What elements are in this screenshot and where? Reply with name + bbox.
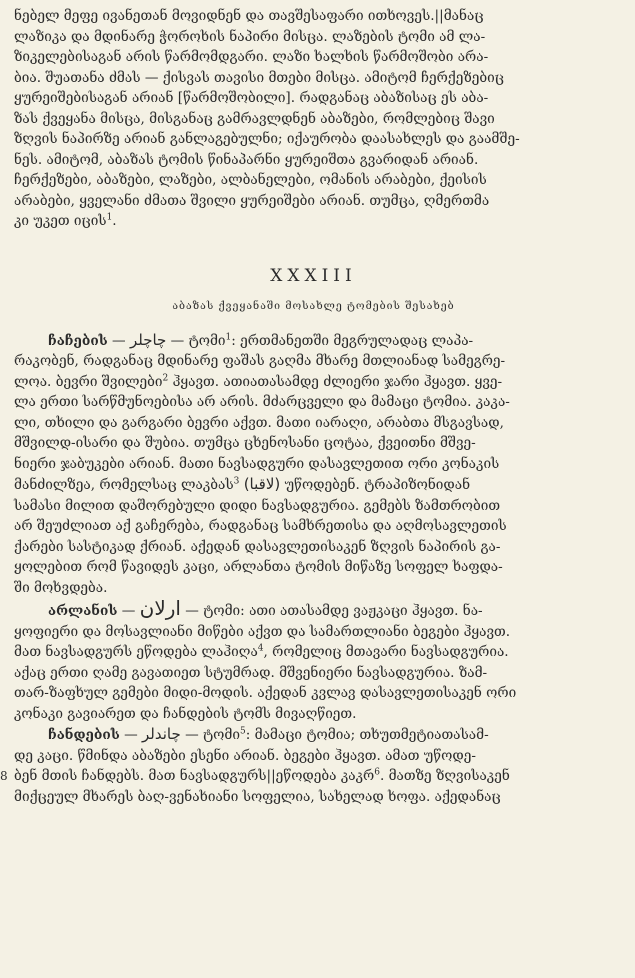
text-fragment: კი უკეთ იცის <box>14 213 107 229</box>
text-line: მშვილდ-ისარი და შუბია. თუმცა ცხენოსანი ცოტაა, ქვეითნი მშვე- <box>14 435 476 451</box>
text-line: ნეს. ამიტომ, აბაზას ტომის წინაპარნი ყურეიშთა გვარიდან არიან. <box>14 151 479 168</box>
text-line: ქარები სასტიკად ქრიან. აქედან დასავლეთისაკენ ზღვის ნაპირის გა- <box>14 538 501 555</box>
text-fragment: . მათზე ზღვისაკენ <box>379 768 510 784</box>
footnote-marker: 3 <box>233 476 240 487</box>
tribe-name: ჩანდების <box>48 727 120 743</box>
top-paragraph <box>14 6 613 232</box>
text-line: არაბები, ყველანი ძმათა შვილი ყურეიშები არიან. თუმცა, ღმერთმა <box>14 192 490 209</box>
text-line: მიქცეულ მხარეს ბაღ-ვენახიანი სოფელია, სახელად ხოფა. აქედანაც <box>14 788 501 805</box>
text-fragment: : მამაცი ტომია; თხუთმეტიათასამ- <box>245 727 489 743</box>
text-fragment: : ერთმანეთში მეგრულადაც ლაპა- <box>231 332 474 349</box>
text-line: ყურეიშებისაგან არიან [წარმოშობილი]. რადგანაც აბაზისაც ეს აბა- <box>14 90 489 106</box>
text-line: ჩერქეზები, აბაზები, ლაზები, ალბანელები, ომანის არაბები, ქეისის <box>14 172 487 188</box>
text-fragment: მათ ნავსადგურს ეწოდება ლაჰიღა <box>14 644 258 660</box>
text-line <box>14 211 613 232</box>
text-line: ზას ქვეყანა მისცა, მისგანაც გამრავლდნენ აბაზები, რომლებიც შავი <box>14 110 495 127</box>
margin-page-number: 8 <box>0 769 8 783</box>
arabic-name: چاچلر <box>129 330 167 349</box>
footnote-marker: 1 <box>225 331 232 342</box>
text-line: არ შეუძლიათ აქ გაჩერება, რადგანაც სამხრეთისა და აღმოსავლეთის <box>14 518 507 534</box>
text-line: დე კაცი. წმინდა აბაზები ესენი არიან. ბეგები ჰყავთ. ამათ უწოდე- <box>14 747 476 764</box>
text-fragment: ბენ მთის ჩანდებს. მათ ნავსადგურს||ეწოდება კაკრ <box>14 768 375 784</box>
arabic-name: چاندلر <box>142 725 181 743</box>
text-line <box>14 642 613 663</box>
section-chach <box>14 330 613 599</box>
text-line <box>14 372 613 393</box>
text-fragment: ლოა. ბევრი შვილები <box>14 373 163 390</box>
footnote-marker: 1 <box>106 212 113 223</box>
dash: — <box>107 332 130 349</box>
text-line: სამასი მილით დაშორებული დიდი ნავსადგურია. გემებს ზამთრობით <box>14 497 501 514</box>
text-line: ლაზიკა და მდინარე ჭოროხის ნაპირი მისცა. ლაზების ტომი ამ ლა- <box>14 28 486 45</box>
text-line: ბია. შუათანა ძმას — ქისვას თავისი მთები მისცა. ამიტომ ჩერქეზებიც <box>14 69 504 86</box>
text-fragment: მანძილზეა, რომელსაც ლაკბას <box>14 477 234 493</box>
text-line: ლი, თხილი და გარგარი ბევრი აქვთ. მათი იარაღი, არაბთა მსგავსად, <box>14 414 504 431</box>
tribe-name: არლანის <box>48 603 118 619</box>
text-line: აქაც ერთი ღამე გავათიეთ სტუმრად. მშვენიერი ნავსადგურია. ზამ- <box>14 664 488 681</box>
text-fragment: . <box>112 213 117 229</box>
arabic-name: (لاقبا) <box>243 475 281 493</box>
text-line: რაკობენ, რადგანაც მდინარე ფაშას გაღმა მხარე მთლიანად სამეგრე- <box>14 353 506 369</box>
tribe-word: ტომი <box>203 727 240 743</box>
tribe-word: ტომი <box>188 332 226 349</box>
tribe-word: ტომი <box>203 603 241 619</box>
text-line: ში მოხვდება. <box>14 579 108 596</box>
footnote-marker: 4 <box>257 643 264 654</box>
text-line: ყოლებით რომ წავიდეს კაცი, არლანთა ტომის მიწაზე სოფელ ხაფდა- <box>14 559 503 575</box>
chapter-title: აბაზას ქვეყანაში მოსახლე ტომების შესახებ <box>172 299 455 312</box>
text-line: ლა ერთი სარწმუნოებისა არ არის. მძარცველი და მამაცი ტომია. კაკა- <box>14 394 510 410</box>
footnote-marker: 6 <box>374 767 380 778</box>
dash: — <box>180 727 204 743</box>
text-line: თარ-ზაფხულ გემები მიდი-მოდის. აქედან კვლავ დასავლეთისაკენ ორი <box>14 685 517 701</box>
text-line: ზღვის ნაპირზე არიან განლაგებულნი; იქაურობა დაასახლეს და გაამშე- <box>14 131 520 147</box>
text-line <box>14 724 613 746</box>
chapter-number: XXXIII <box>270 265 357 286</box>
text-line <box>14 474 613 496</box>
text-fragment: უწოდებენ. ტრაპიზონიდან <box>284 477 471 493</box>
arabic-name: ارلان <box>139 596 181 620</box>
text-line: ნიერი ჯაბუკები არიან. მათი ნავსადგური დასავლეთით ორი კონაკის <box>14 455 500 472</box>
text-line <box>0 766 613 787</box>
text-line: ნებელ მეფე ივანეთან მოვიდნენ და თავშესაფარი ითხოვეს.||მანაც <box>14 8 484 24</box>
tribe-name: ჩაჩების <box>48 332 108 349</box>
text-fragment: , რომელიც მთავარი ნავსადგურია. <box>263 644 509 660</box>
dash: — <box>117 603 140 619</box>
dash: — <box>166 332 189 349</box>
text-line <box>14 598 613 622</box>
footnote-marker: 5 <box>239 726 246 737</box>
text-fragment: ჰყავთ. ათიათასამდე ძლიერი ჯარი ჰყავთ. ყვე- <box>168 373 503 390</box>
footnote-marker: 2 <box>162 372 169 383</box>
text-line: ზიკელებისაგან არის წარმომდგარი. ლაზი ხალხის წარმოშობი არა- <box>14 49 489 65</box>
section-arlan <box>14 598 613 724</box>
text-fragment: : ათი ათასამდე ვაჟკაცი ჰყავთ. ნა- <box>240 603 483 619</box>
text-line: ყოფიერი და მოსავლიანი მიწები აქვთ და სამართლიანი ბეგები ჰყავთ. <box>14 623 511 640</box>
dash: — <box>180 603 204 619</box>
section-chand <box>0 724 613 807</box>
dash: — <box>119 727 143 743</box>
text-line <box>14 330 613 352</box>
text-line: კონაკი გავიარეთ და ჩანდების ტომს მივაღწიეთ. <box>14 705 357 722</box>
